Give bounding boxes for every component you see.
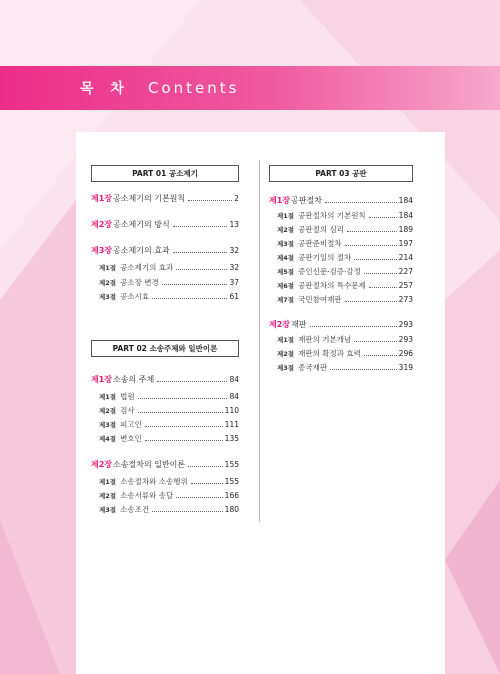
leader-dots (188, 200, 232, 201)
leader-dots (364, 273, 397, 274)
page-number: 214 (398, 253, 413, 262)
section-title: 공판절차의 특수문제 (298, 281, 366, 290)
section-title: 증인신문·검증·감정 (298, 267, 361, 276)
page-number: 32 (229, 263, 239, 272)
leader-dots (325, 202, 397, 203)
toc-section-entry[interactable] (269, 334, 413, 345)
leader-dots (364, 355, 397, 356)
chapter-title: 소송절차의 일반이론 (113, 460, 186, 469)
section-number: 제4절 (99, 435, 117, 443)
leader-dots (369, 217, 397, 218)
section-title: 공판준비절차 (298, 239, 342, 248)
section-title: 재판의 확정과 효력 (298, 349, 361, 358)
section-number: 제2절 (99, 492, 117, 500)
page-number: 84 (229, 375, 239, 384)
page-number: 184 (398, 211, 413, 220)
section-title: 소송조건 (120, 505, 150, 514)
toc-chapter-entry[interactable] (91, 374, 239, 385)
leader-dots (145, 440, 223, 441)
page-number: 189 (398, 225, 413, 234)
toc-section-entry[interactable] (269, 348, 413, 359)
section-number: 제6절 (277, 282, 295, 290)
leader-dots (162, 284, 228, 285)
leader-dots (354, 259, 396, 260)
chapter-title: 공소제기의 기본원칙 (113, 194, 186, 203)
section-number: 제3절 (99, 506, 117, 514)
section-title: 검사 (120, 406, 135, 415)
section-title: 종국재판 (298, 363, 328, 372)
section-title: 공판기일의 절차 (298, 253, 352, 262)
leader-dots (354, 341, 396, 342)
section-number: 제2절 (99, 279, 117, 287)
page-number: 2 (234, 194, 239, 203)
toc-section-entry[interactable] (269, 252, 413, 263)
chapter-title: 소송의 주체 (113, 375, 155, 384)
section-number: 제1절 (277, 336, 295, 344)
section-number: 제1절 (99, 393, 117, 401)
toc-section-entry[interactable] (269, 280, 413, 291)
chapter-number: 제1장 (91, 194, 113, 203)
section-title: 공판절의 심리 (298, 225, 344, 234)
toc-section-entry[interactable] (91, 419, 239, 430)
page-number: 319 (398, 363, 413, 372)
page-number: 166 (224, 491, 239, 500)
chapter-number: 제2장 (269, 320, 291, 329)
column-divider (259, 160, 260, 522)
page-number: 155 (224, 460, 239, 469)
toc-left-column (91, 0, 239, 674)
section-number: 제2절 (277, 350, 295, 358)
leader-dots (138, 398, 228, 399)
toc-section-entry[interactable] (91, 291, 239, 302)
section-number: 제7절 (277, 296, 295, 304)
section-title: 공소제기의 효과 (120, 263, 174, 272)
leader-dots (176, 269, 227, 270)
toc-section-entry[interactable] (269, 362, 413, 373)
section-title: 재판의 기본개념 (298, 335, 352, 344)
section-title: 피고인 (120, 420, 142, 429)
page-number: 184 (398, 196, 413, 205)
section-number: 제3절 (277, 240, 295, 248)
page-number: 135 (224, 434, 239, 443)
page-number: 37 (229, 278, 239, 287)
leader-dots (152, 511, 223, 512)
leader-dots (310, 326, 397, 327)
toc-section-entry[interactable] (91, 405, 239, 416)
page-number: 296 (398, 349, 413, 358)
chapter-title: 공소제기의 방식 (113, 220, 170, 229)
header-title-en: Contents (147, 79, 240, 97)
chapter-title: 공소제기의 효과 (113, 246, 170, 255)
page-number: 61 (229, 292, 239, 301)
section-number: 제1절 (99, 478, 117, 486)
page-number: 110 (224, 406, 239, 415)
toc-chapter-entry[interactable] (91, 245, 239, 256)
toc-chapter-entry[interactable] (91, 193, 239, 204)
toc-chapter-entry[interactable] (91, 219, 239, 230)
leader-dots (138, 412, 223, 413)
toc-right-column (269, 0, 413, 674)
toc-section-entry[interactable] (91, 490, 239, 501)
leader-dots (173, 226, 228, 227)
section-title: 공소시효 (120, 292, 150, 301)
page-number: 32 (229, 246, 239, 255)
chapter-number: 제1장 (91, 375, 113, 384)
section-number: 제5절 (277, 268, 295, 276)
chapter-number: 제2장 (91, 460, 113, 469)
toc-section-entry[interactable] (269, 210, 413, 221)
page-number: 13 (229, 220, 239, 229)
leader-dots (152, 298, 227, 299)
toc-section-entry[interactable] (91, 433, 239, 444)
page-number: 257 (398, 281, 413, 290)
toc-section-entry[interactable] (91, 504, 239, 515)
header-title-ko: 목 차 (80, 81, 130, 97)
chapter-title: 재판 (291, 320, 307, 329)
section-number: 제3절 (99, 293, 117, 301)
toc-chapter-entry[interactable] (269, 195, 413, 206)
section-number: 제3절 (99, 421, 117, 429)
leader-dots (145, 426, 223, 427)
chapter-number: 제1장 (269, 196, 291, 205)
toc-section-entry[interactable] (91, 391, 239, 402)
page-number: 84 (229, 392, 239, 401)
leader-dots (191, 483, 223, 484)
page-number: 227 (398, 267, 413, 276)
leader-dots (369, 287, 397, 288)
page-number: 197 (398, 239, 413, 248)
section-title: 소송절차와 소송행위 (120, 477, 188, 486)
section-title: 법원 (120, 392, 135, 401)
header-band (0, 66, 500, 110)
page-number: 293 (398, 335, 413, 344)
chapter-title: 공판절차 (291, 196, 322, 205)
toc-chapter-entry[interactable] (91, 459, 239, 470)
leader-dots (330, 369, 397, 370)
toc-section-entry[interactable] (91, 262, 239, 273)
page-number: 180 (224, 505, 239, 514)
leader-dots (347, 231, 397, 232)
part-01-box[interactable]: PART 01 공소제기 (91, 165, 239, 182)
page-number: 273 (398, 295, 413, 304)
toc-section-entry[interactable] (91, 277, 239, 288)
chapter-number: 제3장 (91, 246, 113, 255)
section-title: 소송서류와 송달 (120, 491, 174, 500)
leader-dots (173, 252, 228, 253)
toc-section-entry[interactable] (269, 224, 413, 235)
toc-section-entry[interactable] (91, 476, 239, 487)
page-number: 293 (398, 320, 413, 329)
part-02-box[interactable]: PART 02 소송주체와 일반이론 (91, 340, 239, 357)
toc-section-entry[interactable] (269, 266, 413, 277)
section-number: 제1절 (277, 212, 295, 220)
chapter-number: 제2장 (91, 220, 113, 229)
page-number: 111 (224, 420, 239, 429)
section-title: 공소장 변경 (120, 278, 159, 287)
toc-section-entry[interactable] (269, 294, 413, 305)
section-number: 제1절 (99, 264, 117, 272)
leader-dots (345, 245, 397, 246)
toc-section-entry[interactable] (269, 238, 413, 249)
section-title: 공판절차의 기본원칙 (298, 211, 366, 220)
section-number: 제2절 (99, 407, 117, 415)
toc-chapter-entry[interactable] (269, 319, 413, 330)
leader-dots (345, 301, 397, 302)
leader-dots (176, 497, 222, 498)
page-number: 155 (224, 477, 239, 486)
section-number: 제4절 (277, 254, 295, 262)
section-title: 국민참여재판 (298, 295, 342, 304)
section-number: 제3절 (277, 364, 295, 372)
leader-dots (188, 466, 223, 467)
section-title: 변호인 (120, 434, 142, 443)
leader-dots (157, 381, 227, 382)
section-number: 제2절 (277, 226, 295, 234)
part-03-box[interactable]: PART 03 공판 (269, 165, 413, 182)
